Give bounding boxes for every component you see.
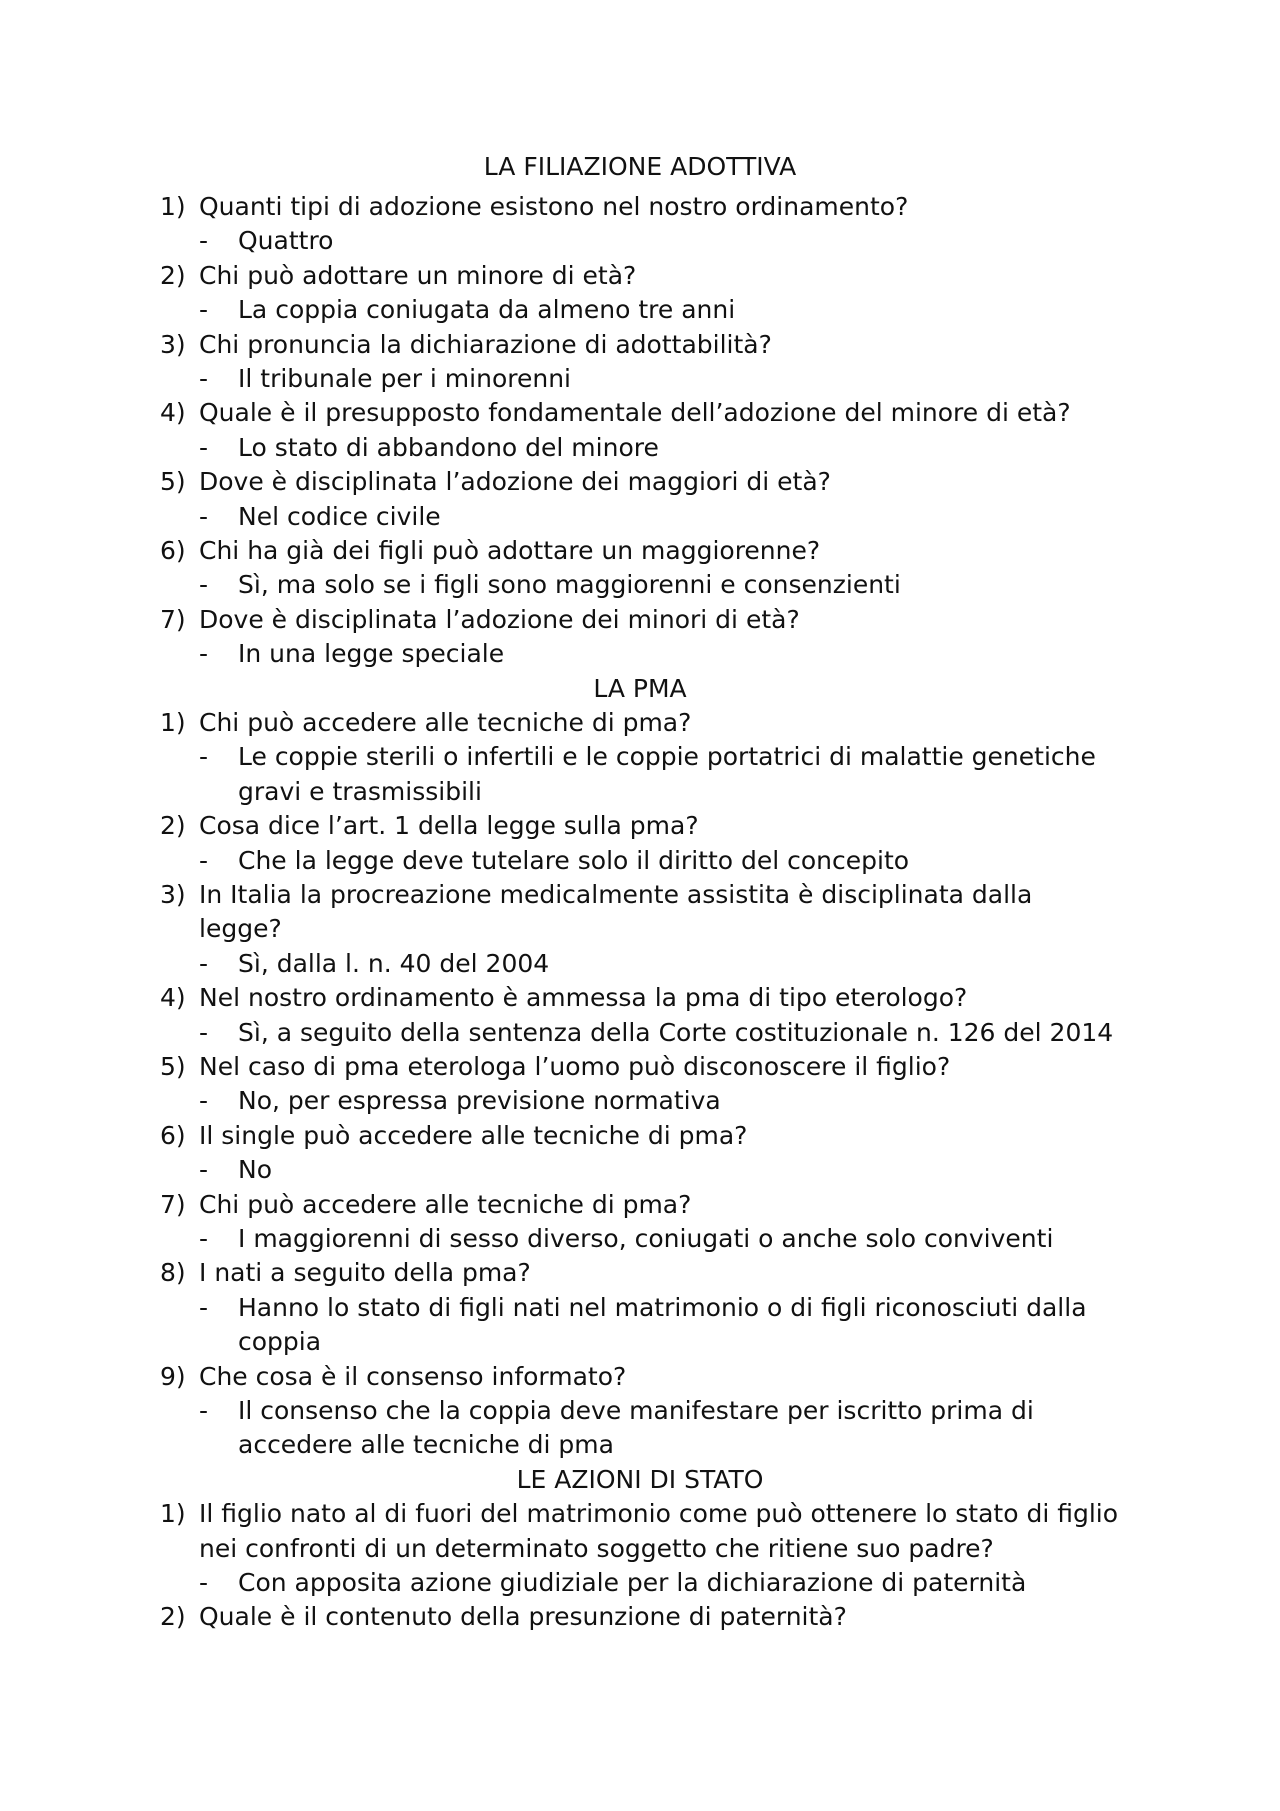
question-number: 5) [160,467,186,497]
question-text: Cosa dice l’art. 1 della legge sulla pma? [199,811,699,841]
answer-text: Il tribunale per i minorenni [238,364,571,393]
answer-text: Quattro [238,226,334,256]
question-text: Chi può adottare un minore di età? [199,260,637,290]
answer-bullet: - [199,295,209,325]
answer-bullet: - [199,1086,209,1116]
answer-text: Lo stato di abbandono del minore [238,432,659,462]
answer-bullet: - [199,226,209,256]
question-text: Nel caso di pma eterologa l’uomo può disconoscere il figlio? [199,1052,951,1081]
question-number: 4) [160,983,186,1013]
question-number: 7) [160,1189,186,1219]
answer-bullet: - [199,742,209,772]
question-text: In Italia la procreazione medicalmente assistita è disciplinata dalla [199,880,1033,909]
question-number: 3) [160,329,186,359]
answer-bullet: - [199,845,209,875]
question-text: Il single può accedere alle tecniche di pma? [199,1120,748,1150]
answer-bullet: - [199,639,209,669]
answer-bullet: - [199,948,209,978]
question-text: Nel nostro ordinamento è ammessa la pma di tipo eterologo? [199,983,968,1013]
question-number: 6) [160,536,186,565]
answer-text: Il consenso che la coppia deve manifestare per iscritto prima di [238,1396,1034,1425]
answer-text: No [238,1155,272,1185]
answer-text: Nel codice civile [238,501,441,531]
question-number: 2) [160,811,186,841]
answer-bullet: - [199,1155,209,1185]
question-text: Dove è disciplinata l’adozione dei maggiori di età? [199,467,831,497]
question-number: 3) [160,880,186,909]
answer-bullet: - [199,432,209,462]
question-text: Che cosa è il consenso informato? [199,1361,627,1391]
answer-text: coppia [238,1327,322,1357]
question-number: 2) [160,260,186,290]
question-text: Il figlio nato al di fuori del matrimonio come può ottenere lo stato di figlio [199,1499,1119,1529]
answer-bullet: - [199,570,209,600]
section-title: LE AZIONI DI STATO [516,1464,764,1494]
question-text: Quanti tipi di adozione esistono nel nostro ordinamento? [199,192,909,221]
answer-text: Sì, a seguito della sentenza della Corte costituzionale n. 126 del 2014 [238,1017,1114,1047]
answer-text: Con apposita azione giudiziale per la dichiarazione di paternità [238,1568,1027,1597]
answer-bullet: - [199,1017,209,1047]
question-text: Chi può accedere alle tecniche di pma? [199,1189,692,1219]
question-number: 1) [160,1499,186,1529]
question-text: I nati a seguito della pma? [199,1258,531,1288]
answer-text: Sì, ma solo se i figli sono maggiorenni e consenzienti [238,570,901,600]
question-text: Chi può accedere alle tecniche di pma? [199,708,692,737]
question-number: 8) [160,1258,186,1288]
answer-text: Che la legge deve tutelare solo il diritto del concepito [238,845,910,875]
question-number: 9) [160,1361,186,1391]
answer-text: Sì, dalla l. n. 40 del 2004 [238,948,550,978]
question-text: nei confronti di un determinato soggetto che ritiene suo padre? [199,1533,994,1563]
answer-bullet: - [199,1224,209,1253]
question-number: 4) [160,398,186,428]
question-text: Quale è il presupposto fondamentale dell’adozione del minore di età? [199,398,1071,428]
answer-bullet: - [199,501,209,531]
question-number: 5) [160,1052,186,1081]
section-title: LA FILIAZIONE ADOTTIVA [483,152,797,181]
question-number: 1) [160,708,186,737]
answer-text: La coppia coniugata da almeno tre anni [238,295,736,325]
question-text: Chi ha già dei figli può adottare un maggiorenne? [199,536,821,565]
question-number: 1) [160,192,186,221]
answer-bullet: - [199,1396,209,1425]
question-number: 6) [160,1120,186,1150]
answer-text: gravi e trasmissibili [238,776,482,806]
question-text: Quale è il contenuto della presunzione di paternità? [199,1602,847,1632]
answer-text: I maggiorenni di sesso diverso, coniugati o anche solo conviventi [238,1224,1054,1253]
answer-bullet: - [199,364,209,393]
question-number: 7) [160,604,186,634]
answer-bullet: - [199,1292,209,1322]
answer-text: Le coppie sterili o infertili e le coppie portatrici di malattie genetiche [238,742,1096,772]
question-text: legge? [199,914,282,944]
answer-bullet: - [199,1568,209,1597]
question-text: Dove è disciplinata l’adozione dei minori di età? [199,604,800,634]
answer-text: No, per espressa previsione normativa [238,1086,721,1116]
answer-text: In una legge speciale [238,639,505,669]
answer-text: Hanno lo stato di figli nati nel matrimonio o di figli riconosciuti dalla [238,1292,1087,1322]
answer-text: accedere alle tecniche di pma [238,1430,614,1460]
question-text: Chi pronuncia la dichiarazione di adottabilità? [199,329,772,359]
section-title: LA PMA [593,673,687,703]
question-number: 2) [160,1602,186,1632]
